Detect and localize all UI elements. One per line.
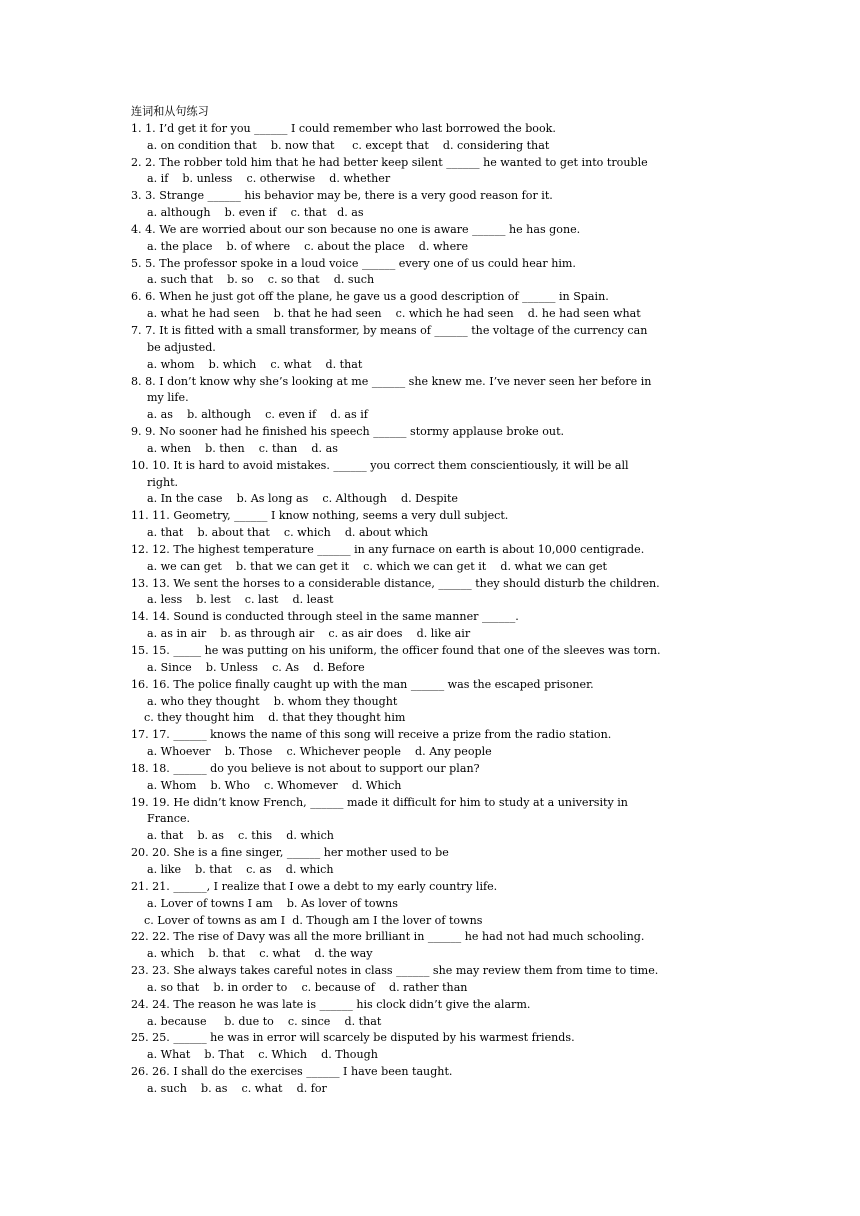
- question-item: [131, 155, 743, 189]
- answer-options: a. because b. due to c. since d. that: [147, 1014, 382, 1028]
- question-stem: 9. 9. No sooner had he finished his speech ______ stormy applause broke out.: [131, 425, 565, 439]
- answer-options: a. although b. even if c. that d. as: [147, 206, 364, 220]
- answer-options: c. they thought him d. that they thought him: [144, 711, 406, 725]
- question-item: [131, 1030, 743, 1064]
- question-stem: 5. 5. The professor spoke in a loud voice ______ every one of us could hear him.: [131, 256, 576, 270]
- answer-options: a. that b. as c. this d. which: [147, 829, 334, 843]
- question-stem: 26. 26. I shall do the exercises ______ I have been taught.: [131, 1065, 453, 1079]
- question-item: [131, 845, 743, 879]
- answer-options: c. Lover of towns as am I d. Though am I the lover of towns: [144, 913, 483, 927]
- question-item: [131, 1064, 743, 1098]
- question-stem-continuation: be adjusted.: [147, 340, 216, 354]
- answer-options: a. less b. lest c. last d. least: [147, 593, 334, 607]
- question-item: [131, 879, 743, 930]
- answer-options: a. Since b. Unless c. As d. Before: [147, 660, 365, 674]
- question-stem: 2. 2. The robber told him that he had better keep silent ______ he wanted to get into trouble: [131, 155, 648, 169]
- answer-options: a. the place b. of where c. about the place d. where: [147, 239, 469, 253]
- answer-options: a. on condition that b. now that c. except that d. considering that: [147, 138, 550, 152]
- question-stem-continuation: right.: [147, 475, 179, 489]
- question-item: [131, 929, 743, 963]
- answer-options: a. such b. as c. what d. for: [147, 1081, 327, 1095]
- question-item: [131, 643, 743, 677]
- question-stem: 22. 22. The rise of Davy was all the more brilliant in ______ he had not had much schooling.: [131, 930, 645, 944]
- question-item: [131, 188, 743, 222]
- question-stem: 18. 18. ______ do you believe is not about to support our plan?: [131, 761, 480, 775]
- document-body: [131, 104, 743, 1098]
- answer-options: a. Whoever b. Those c. Whichever people d. Any people: [147, 745, 492, 759]
- question-stem: 23. 23. She always takes careful notes in class ______ she may review them from time to time.: [131, 964, 659, 978]
- answer-options: a. as in air b. as through air c. as air does d. like air: [147, 627, 471, 641]
- question-item: [131, 508, 743, 542]
- question-stem-continuation: France.: [147, 812, 191, 826]
- question-stem: 14. 14. Sound is conducted through steel in the same manner ______.: [131, 610, 519, 624]
- question-item: [131, 963, 743, 997]
- question-stem: 16. 16. The police finally caught up with the man ______ was the escaped prisoner.: [131, 677, 594, 691]
- answer-options: a. if b. unless c. otherwise d. whether: [147, 172, 391, 186]
- question-item: [131, 795, 743, 846]
- question-list: [131, 121, 743, 1098]
- answer-options: a. as b. although c. even if d. as if: [147, 408, 368, 422]
- question-stem: 19. 19. He didn’t know French, ______ made it difficult for him to study at a university in: [131, 795, 628, 809]
- question-stem: 6. 6. When he just got off the plane, he gave us a good description of ______ in Spain.: [131, 290, 609, 304]
- answer-options: a. so that b. in order to c. because of d. rather than: [147, 980, 468, 994]
- question-item: [131, 727, 743, 761]
- question-stem-continuation: my life.: [147, 391, 189, 405]
- answer-options: a. which b. that c. what d. the way: [147, 947, 373, 961]
- answer-options: a. we can get b. that we can get it c. which we can get it d. what we can get: [147, 559, 607, 573]
- answer-options: a. when b. then c. than d. as: [147, 441, 338, 455]
- answer-options: a. such that b. so c. so that d. such: [147, 273, 375, 287]
- page-title: 连词和从句练习: [131, 105, 209, 118]
- answer-options: a. like b. that c. as d. which: [147, 862, 334, 876]
- answer-options: a. Whom b. Who c. Whomever d. Which: [147, 778, 402, 792]
- question-stem: 25. 25. ______ he was in error will scarcely be disputed by his warmest friends.: [131, 1031, 575, 1045]
- question-stem: 10. 10. It is hard to avoid mistakes. ______ you correct them conscientiously, it will be all: [131, 458, 629, 472]
- question-stem: 20. 20. She is a fine singer, ______ her mother used to be: [131, 846, 449, 860]
- question-item: [131, 121, 743, 155]
- question-item: [131, 323, 743, 374]
- question-stem: 12. 12. The highest temperature ______ in any furnace on earth is about 10,000 centigrade.: [131, 542, 645, 556]
- question-stem: 4. 4. We are worried about our son because no one is aware ______ he has gone.: [131, 222, 581, 236]
- answer-options: a. What b. That c. Which d. Though: [147, 1048, 378, 1062]
- answer-options: a. In the case b. As long as c. Although d. Despite: [147, 492, 458, 506]
- answer-options: a. whom b. which c. what d. that: [147, 357, 363, 371]
- answer-options: a. what he had seen b. that he had seen c. which he had seen d. he had seen what: [147, 307, 641, 321]
- answer-options: a. who they thought b. whom they thought: [147, 694, 398, 708]
- question-stem: 17. 17. ______ knows the name of this song will receive a prize from the radio station.: [131, 728, 612, 742]
- question-stem: 13. 13. We sent the horses to a considerable distance, ______ they should disturb the children.: [131, 576, 660, 590]
- question-item: [131, 542, 743, 576]
- question-stem: 21. 21. ______, I realize that I owe a debt to my early country life.: [131, 879, 498, 893]
- question-stem: 24. 24. The reason he was late is ______ his clock didn’t give the alarm.: [131, 997, 531, 1011]
- question-item: [131, 289, 743, 323]
- question-item: [131, 374, 743, 425]
- question-item: [131, 609, 743, 643]
- question-item: [131, 761, 743, 795]
- answer-options: a. that b. about that c. which d. about which: [147, 526, 429, 540]
- question-stem: 7. 7. It is fitted with a small transformer, by means of ______ the voltage of the currency can: [131, 323, 648, 337]
- question-item: [131, 677, 743, 728]
- question-item: [131, 222, 743, 256]
- question-stem: 15. 15. _____ he was putting on his uniform, the officer found that one of the sleeves was torn.: [131, 644, 661, 657]
- question-stem: 3. 3. Strange ______ his behavior may be, there is a very good reason for it.: [131, 189, 553, 203]
- question-stem: 1. 1. I’d get it for you ______ I could remember who last borrowed the book.: [131, 121, 556, 135]
- question-stem: 11. 11. Geometry, ______ I know nothing, seems a very dull subject.: [131, 509, 509, 523]
- question-item: [131, 576, 743, 610]
- question-stem: 8. 8. I don’t know why she’s looking at me ______ she knew me. I’ve never seen her before in: [131, 374, 652, 388]
- answer-options: a. Lover of towns I am b. As lover of towns: [147, 896, 398, 910]
- question-item: [131, 997, 743, 1031]
- question-item: [131, 424, 743, 458]
- question-item: [131, 458, 743, 509]
- question-item: [131, 256, 743, 290]
